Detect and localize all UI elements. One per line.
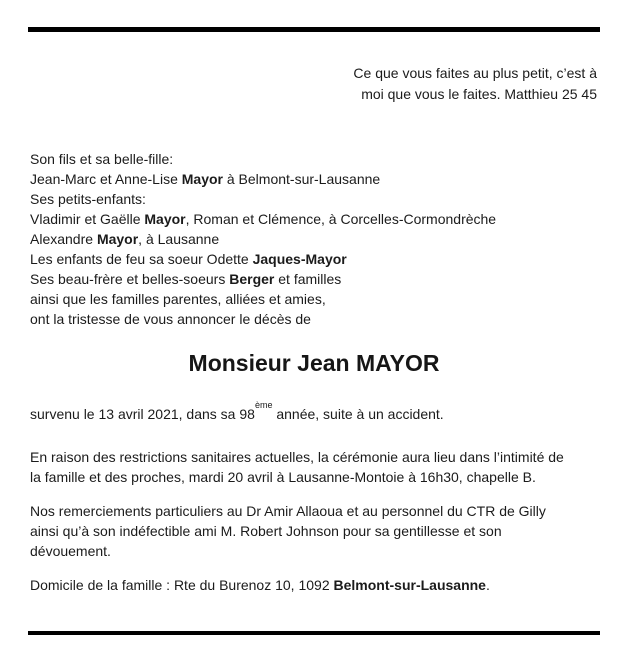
- text-segment: Alexandre: [30, 231, 97, 247]
- thanks-paragraph: [30, 501, 546, 561]
- text-segment: ainsi qu’à son indéfectible ami M. Robert Johnson pour sa gentillesse et son: [30, 523, 502, 539]
- text-segment: , Roman et Clémence, à Corcelles-Cormondrèche: [185, 211, 497, 227]
- text-line: [30, 521, 546, 541]
- text-line: [30, 447, 564, 467]
- text-segment: la famille et des proches, mardi 20 avril à Lausanne-Montoie à 16h30, chapelle B.: [30, 469, 536, 485]
- text-segment: Les enfants de feu sa soeur Odette: [30, 251, 253, 267]
- text-segment: Ses beau-frère et belles-soeurs: [30, 271, 230, 287]
- top-divider: [28, 27, 600, 32]
- family-name-bold: Belmont-sur-Lausanne: [333, 577, 486, 593]
- text-segment: Ses petits-enfants:: [30, 191, 146, 207]
- death-details-text-after: année, suite à un accident.: [272, 406, 444, 422]
- text-segment: Jean-Marc et Anne-Lise: [30, 171, 182, 187]
- death-details: [30, 400, 444, 424]
- quote-line-2: moi que vous le faites. Matthieu 25 45: [361, 86, 597, 102]
- family-name-bold: Mayor: [96, 231, 139, 247]
- ordinal-superscript: ème: [254, 400, 273, 411]
- text-segment: ont la tristesse de vous annoncer le décès de: [30, 311, 311, 327]
- family-name-bold: Berger: [229, 271, 275, 287]
- text-segment: Vladimir et Gaëlle: [30, 211, 145, 227]
- text-segment: ainsi que les familles parentes, alliées et amies,: [30, 291, 326, 307]
- text-segment: En raison des restrictions sanitaires actuelles, la cérémonie aura lieu dans l’intimité de: [30, 449, 564, 465]
- family-name-bold: Jaques-Mayor: [252, 251, 347, 267]
- bottom-divider: [28, 631, 600, 635]
- family-name-bold: Mayor: [181, 171, 223, 187]
- text-line: [30, 541, 546, 561]
- text-line: [30, 149, 496, 169]
- text-segment: Son fils et sa belle-fille:: [30, 151, 174, 167]
- text-line: [30, 309, 496, 329]
- text-line: [30, 575, 490, 595]
- text-line: [30, 249, 496, 269]
- text-line: [30, 269, 496, 289]
- family-announcement: [30, 149, 496, 329]
- text-line: [30, 229, 496, 249]
- text-segment: et familles: [274, 271, 342, 287]
- text-line: [30, 189, 496, 209]
- text-segment: , à Lausanne: [138, 231, 220, 247]
- family-name-bold: Mayor: [144, 211, 186, 227]
- text-segment: dévouement.: [30, 543, 111, 559]
- death-details-text: survenu le 13 avril 2021, dans sa 98: [30, 406, 255, 422]
- deceased-name: Monsieur Jean MAYOR: [188, 350, 440, 376]
- family-address: [30, 575, 490, 595]
- text-segment: .: [485, 577, 490, 593]
- text-line: [30, 501, 546, 521]
- text-line: [30, 209, 496, 229]
- text-line: [30, 169, 496, 189]
- text-line: [30, 289, 496, 309]
- text-line: [30, 467, 564, 487]
- text-segment: Domicile de la famille : Rte du Burenoz 10, 1092: [30, 577, 334, 593]
- scripture-quote: [353, 63, 597, 105]
- ceremony-paragraph: [30, 447, 564, 487]
- text-segment: à Belmont-sur-Lausanne: [222, 171, 381, 187]
- text-segment: Nos remerciements particuliers au Dr Amir Allaoua et au personnel du CTR de Gilly: [30, 503, 546, 519]
- quote-line-1: Ce que vous faites au plus petit, c’est à: [353, 65, 597, 81]
